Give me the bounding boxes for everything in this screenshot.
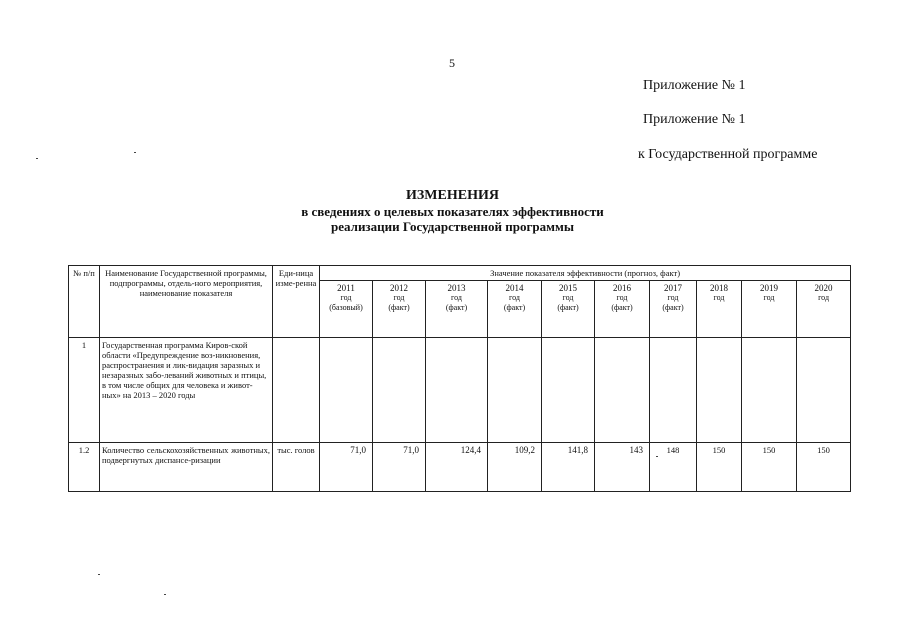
value-cell: 71,0 bbox=[320, 443, 373, 492]
title-subheading-2: реализации Государственной программы bbox=[331, 219, 574, 234]
value-cell: 71,0 bbox=[373, 443, 426, 492]
scan-speck bbox=[98, 574, 100, 575]
title-heading: ИЗМЕНЕНИЯ bbox=[406, 188, 499, 203]
year-header: 2015 год (факт) bbox=[542, 281, 595, 338]
value-cell bbox=[426, 338, 488, 443]
year-header: 2017 год (факт) bbox=[650, 281, 697, 338]
value-cell bbox=[542, 338, 595, 443]
value-cell: 124,4 bbox=[426, 443, 488, 492]
header-values-group: Значение показателя эффективности (прогноз, факт) bbox=[320, 266, 851, 281]
program-name: Государственная программа Киров-ской области «Предупреждение воз-никновения, распространения и лик-видация заразных и незаразных забо-леваний животных и птицы, в том числе общих для человека и живот-ных» на 2013 – 2020 годы bbox=[100, 338, 273, 443]
table-header-row bbox=[69, 266, 851, 281]
value-cell: 141,8 bbox=[542, 443, 595, 492]
value-cell bbox=[742, 338, 797, 443]
value-cell bbox=[488, 338, 542, 443]
page-number: 5 bbox=[449, 56, 455, 70]
scan-speck bbox=[36, 158, 38, 159]
indicator-name: Количество сельскохозяйственных животных, подвергнутых диспансе-ризации bbox=[100, 443, 273, 492]
value-cell: 150 bbox=[697, 443, 742, 492]
header-name: Наименование Государственной программы, подпрограммы, отдель-ного мероприятия, наименование показателя bbox=[100, 266, 273, 338]
year-header: 2012 год (факт) bbox=[373, 281, 426, 338]
year-header: 2020 год bbox=[797, 281, 851, 338]
row-unit bbox=[273, 338, 320, 443]
title-subheading-1: в сведениях о целевых показателях эффективности bbox=[301, 204, 604, 219]
value-cell bbox=[320, 338, 373, 443]
value-cell: 109,2 bbox=[488, 443, 542, 492]
appendix-label: Приложение № 1 bbox=[643, 78, 746, 93]
appendix-reference: к Государственной программе bbox=[638, 147, 818, 162]
value-cell: 148 bbox=[650, 443, 697, 492]
table-row bbox=[69, 338, 851, 443]
year-header: 2014 год (факт) bbox=[488, 281, 542, 338]
value-cell bbox=[650, 338, 697, 443]
header-num: № п/п bbox=[69, 266, 100, 338]
year-header: 2011 год (базовый) bbox=[320, 281, 373, 338]
indicators-table bbox=[68, 265, 851, 492]
value-cell: 150 bbox=[797, 443, 851, 492]
row-unit: тыс. голов bbox=[273, 443, 320, 492]
year-header: 2018 год bbox=[697, 281, 742, 338]
value-cell bbox=[797, 338, 851, 443]
value-cell bbox=[595, 338, 650, 443]
scan-speck bbox=[134, 152, 136, 153]
header-unit: Еди-ница изме-ренна bbox=[273, 266, 320, 338]
row-num: 1.2 bbox=[69, 443, 100, 492]
table-row bbox=[69, 443, 851, 492]
value-cell: 150 bbox=[742, 443, 797, 492]
appendix-label-repeat: Приложение № 1 bbox=[643, 112, 746, 127]
value-cell bbox=[697, 338, 742, 443]
year-header: 2019 год bbox=[742, 281, 797, 338]
value-cell: 143 bbox=[595, 443, 650, 492]
row-num: 1 bbox=[69, 338, 100, 443]
document-title bbox=[200, 188, 705, 234]
value-cell bbox=[373, 338, 426, 443]
scan-speck bbox=[656, 456, 658, 457]
year-header: 2016 год (факт) bbox=[595, 281, 650, 338]
scan-speck bbox=[164, 594, 166, 595]
year-header: 2013 год (факт) bbox=[426, 281, 488, 338]
